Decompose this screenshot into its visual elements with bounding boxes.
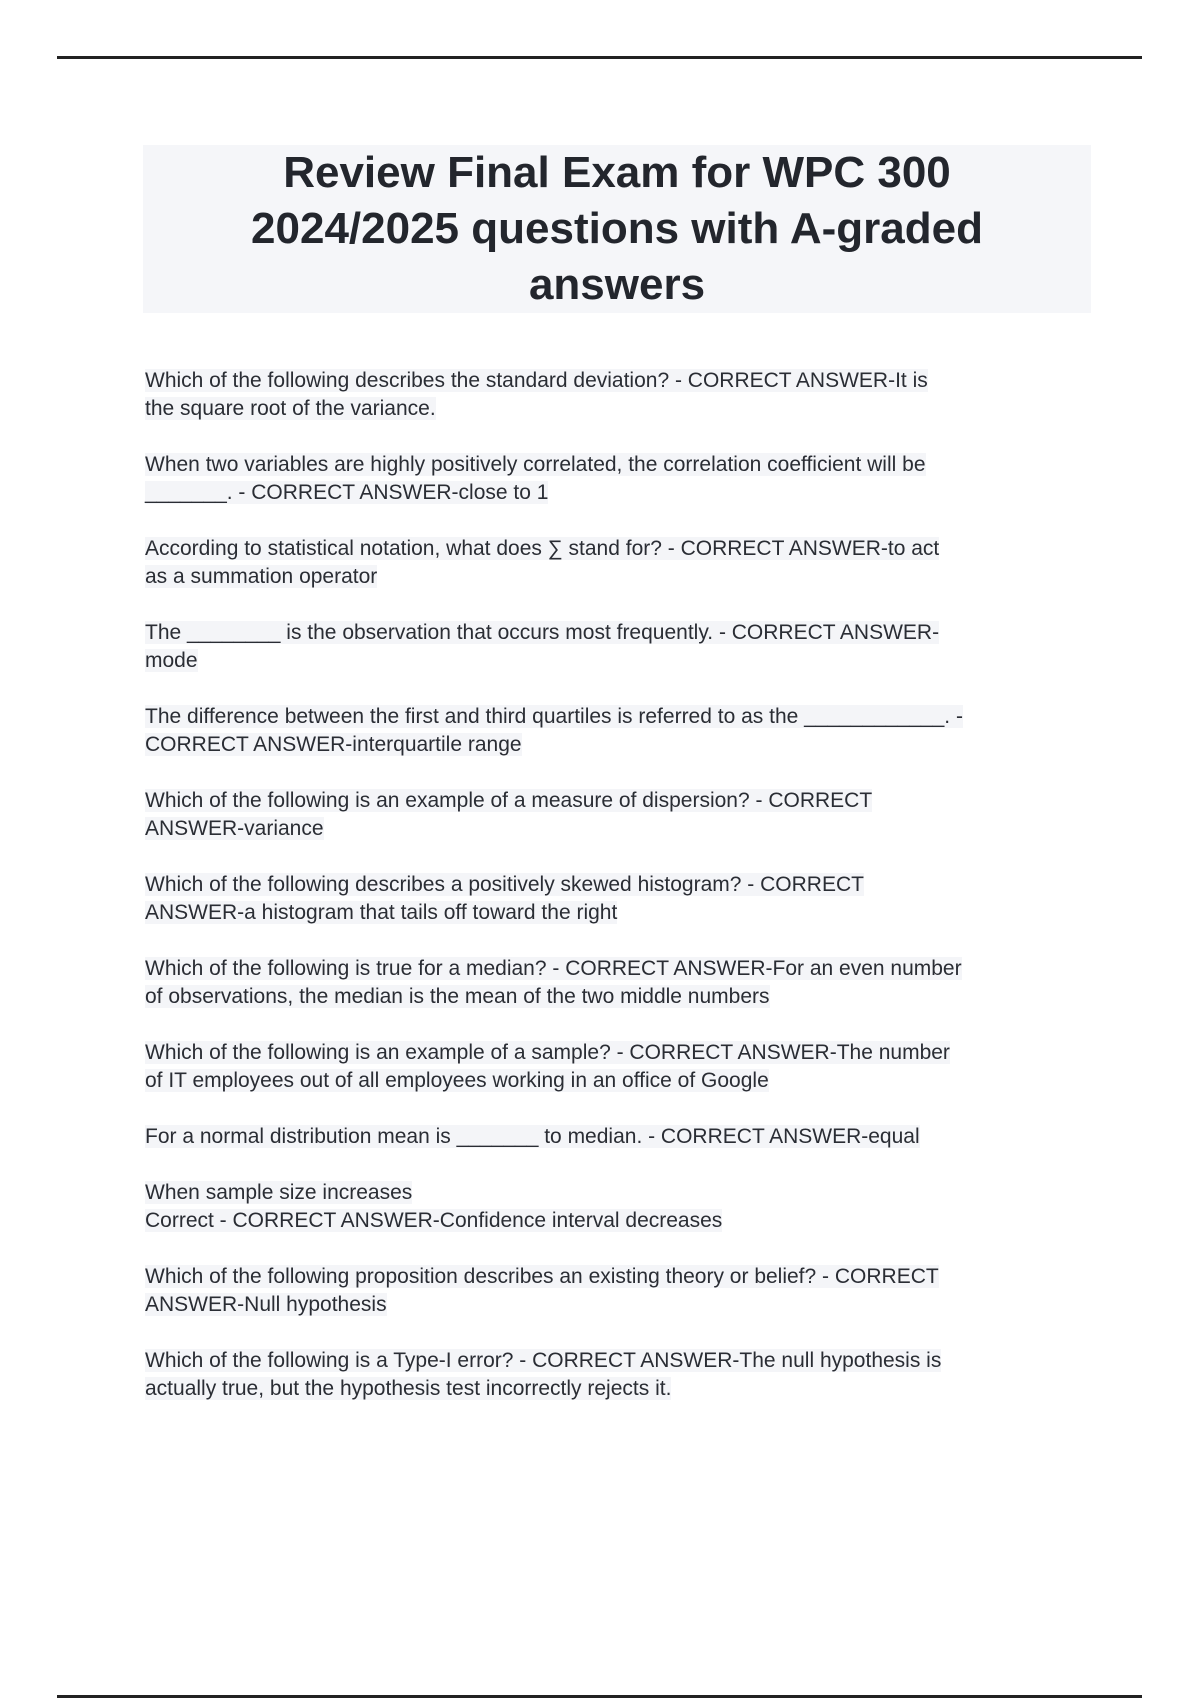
page-title <box>251 145 983 313</box>
qa-item <box>145 871 1095 927</box>
qa-item <box>145 1039 1095 1095</box>
qa-item <box>145 367 1095 423</box>
qa-line-text: _______. - CORRECT ANSWER-close to 1 <box>145 481 549 504</box>
qa-line <box>145 367 1095 395</box>
qa-line-text: When two variables are highly positively correlated, the correlation coefficient will be <box>145 453 926 476</box>
qa-line <box>145 619 1095 647</box>
qa-item <box>145 451 1095 507</box>
qa-line <box>145 395 1095 423</box>
qa-line-text: Which of the following describes the standard deviation? - CORRECT ANSWER-It is <box>145 369 928 392</box>
qa-line <box>145 1179 1095 1207</box>
qa-line-text: of IT employees out of all employees working in an office of Google <box>145 1069 769 1092</box>
qa-line <box>145 731 1095 759</box>
qa-line <box>145 1123 1095 1151</box>
qa-line <box>145 787 1095 815</box>
qa-line-text: Correct - CORRECT ANSWER-Confidence interval decreases <box>145 1209 723 1232</box>
qa-line-text: as a summation operator <box>145 565 378 588</box>
qa-line-text: According to statistical notation, what does ∑ stand for? - CORRECT ANSWER-to act <box>145 537 940 560</box>
qa-line <box>145 563 1095 591</box>
qa-line-text: Which of the following describes a positively skewed histogram? - CORRECT <box>145 873 864 896</box>
qa-line <box>145 1375 1095 1403</box>
qa-item <box>145 1123 1095 1151</box>
qa-line <box>145 955 1095 983</box>
header-rule <box>57 56 1142 59</box>
qa-item <box>145 787 1095 843</box>
qa-line <box>145 647 1095 675</box>
qa-line-text: ANSWER-Null hypothesis <box>145 1293 387 1316</box>
qa-line-text: the square root of the variance. <box>145 397 436 420</box>
qa-line <box>145 983 1095 1011</box>
qa-line <box>145 1291 1095 1319</box>
qa-line <box>145 1263 1095 1291</box>
title-line: Review Final Exam for WPC 300 <box>283 148 951 197</box>
title-box <box>143 145 1091 313</box>
qa-line-text: Which of the following is an example of a measure of dispersion? - CORRECT <box>145 789 873 812</box>
qa-line <box>145 451 1095 479</box>
qa-line <box>145 535 1095 563</box>
qa-line-text: CORRECT ANSWER-interquartile range <box>145 733 522 756</box>
qa-line <box>145 899 1095 927</box>
qa-line-text: actually true, but the hypothesis test incorrectly rejects it. <box>145 1377 672 1400</box>
qa-line-text: When sample size increases <box>145 1181 413 1204</box>
qa-line-text: mode <box>145 649 198 672</box>
qa-list <box>145 367 1095 1431</box>
title-line: answers <box>528 260 706 309</box>
qa-line-text: Which of the following is true for a median? - CORRECT ANSWER-For an even number <box>145 957 962 980</box>
qa-line-text: The difference between the first and third quartiles is referred to as the ____________. - <box>145 705 963 728</box>
qa-line <box>145 1207 1095 1235</box>
qa-line <box>145 1039 1095 1067</box>
qa-line <box>145 1347 1095 1375</box>
qa-line <box>145 479 1095 507</box>
qa-line-text: of observations, the median is the mean of the two middle numbers <box>145 985 770 1008</box>
qa-line-text: Which of the following is a Type-I error? - CORRECT ANSWER-The null hypothesis is <box>145 1349 942 1372</box>
qa-line-text: ANSWER-a histogram that tails off toward the right <box>145 901 618 924</box>
qa-item <box>145 955 1095 1011</box>
qa-line-text: Which of the following proposition describes an existing theory or belief? - CORRECT <box>145 1265 939 1288</box>
qa-line <box>145 1067 1095 1095</box>
qa-line-text: Which of the following is an example of a sample? - CORRECT ANSWER-The number <box>145 1041 950 1064</box>
qa-item <box>145 1263 1095 1319</box>
qa-line-text: For a normal distribution mean is _______ to median. - CORRECT ANSWER-equal <box>145 1125 920 1148</box>
title-line: 2024/2025 questions with A-graded <box>251 204 983 253</box>
qa-item <box>145 1179 1095 1235</box>
qa-item <box>145 535 1095 591</box>
qa-item <box>145 619 1095 675</box>
qa-item <box>145 1347 1095 1403</box>
qa-item <box>145 703 1095 759</box>
qa-line <box>145 815 1095 843</box>
footer-rule <box>57 1695 1142 1698</box>
qa-line-text: The ________ is the observation that occurs most frequently. - CORRECT ANSWER- <box>145 621 940 644</box>
qa-line <box>145 703 1095 731</box>
qa-line-text: ANSWER-variance <box>145 817 324 840</box>
qa-line <box>145 871 1095 899</box>
